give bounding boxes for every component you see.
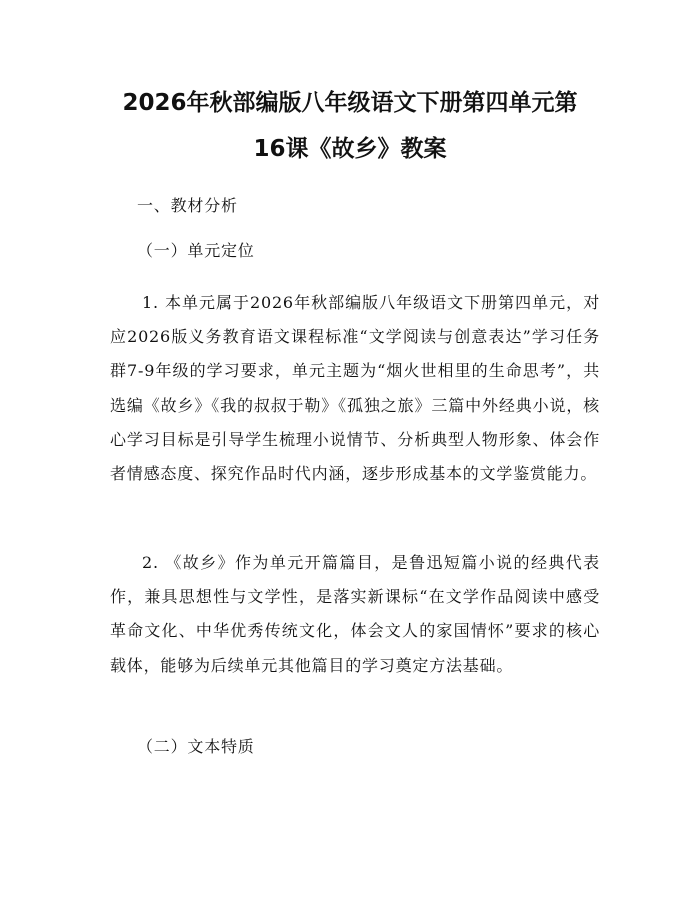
subsection-heading-text-characteristics: （二）文本特质: [137, 737, 255, 756]
section-heading-teaching-material-analysis: 一、教材分析: [137, 196, 238, 215]
subsection-heading-unit-positioning: （一）单元定位: [137, 241, 255, 260]
document-title-line-2: 16课《故乡》教案: [253, 136, 447, 162]
paragraph-unit-positioning-2: 2. 《故乡》作为单元开篇篇目，是鲁迅短篇小说的经典代表作，兼具思想性与文学性，是落实新课标“在文学作品阅读中感受革命文化、中华优秀传统文化，体会文人的家国情怀”要求的核心载体，能够为后续单元其他篇目的学习奠定方法基础。: [110, 553, 600, 675]
paragraph-unit-positioning-1: 1. 本单元属于2026年秋部编版八年级语文下册第四单元，对应2026版义务教育语文课程标准“文学阅读与创意表达”学习任务群7-9年级的学习要求，单元主题为“烟火世相里的生命思考”，共选编《故乡》《我的叔叔于勒》《孤独之旅》三篇中外经典小说，核心学习目标是引导学生梳理小说情节、分析典型人物形象、体会作者情感态度、探究作品时代内涵，逐步形成基本的文学鉴赏能力。: [110, 293, 600, 484]
document-title-line-1: 2026年秋部编版八年级语文下册第四单元第: [122, 90, 578, 116]
